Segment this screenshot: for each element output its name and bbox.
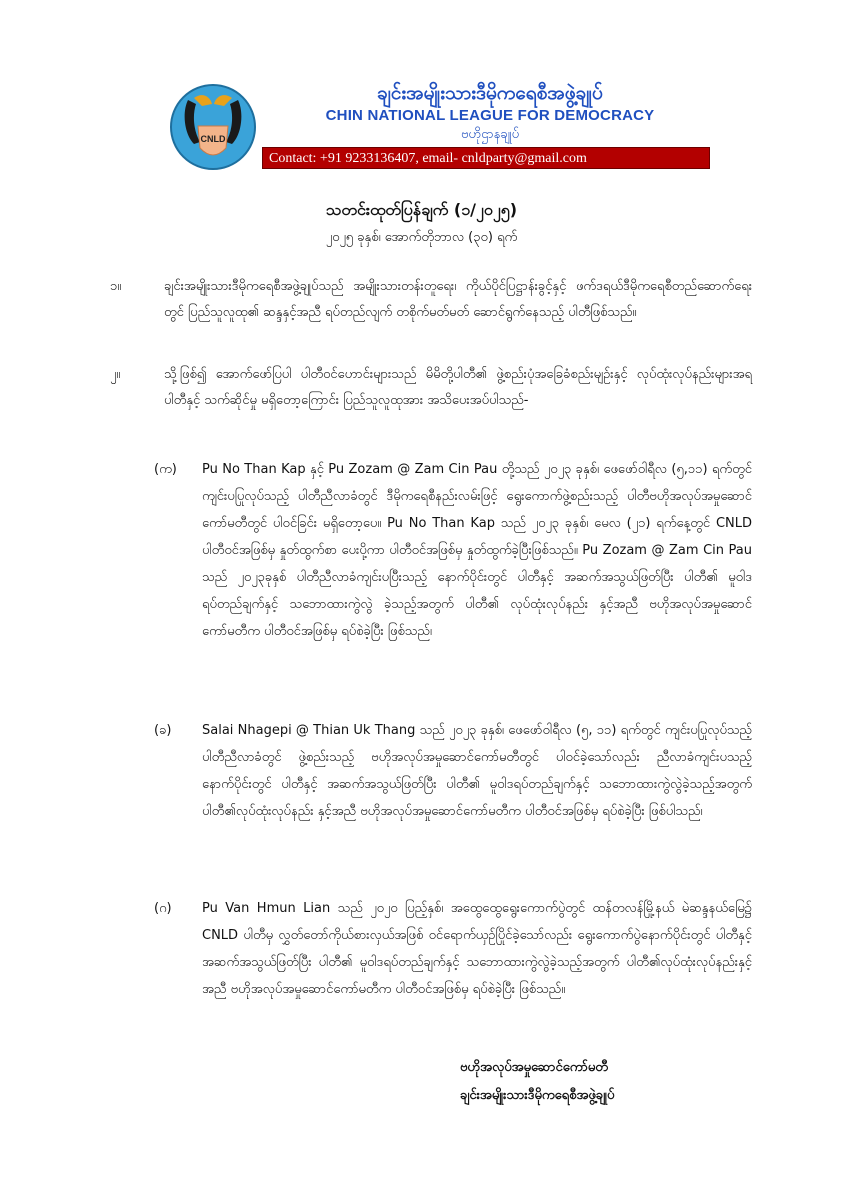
list-item-text: Pu No Than Kap နှင့် Pu Zozam @ Zam Cin Pau တို့သည် ၂၀၂၃ ခုနှစ်၊ ဖေဖော်ဝါရီလ (၅,၁၁) ရက်တွင် ကျင်းပပြုလုပ်သည့် ပါတီညီလာခံတွင် ဒီမိုကရေစီနည်းလမ်းဖြင့် ရွေးကောက်ဖွဲ့စည်းသည့် ပါတီဗဟိုအလုပ်အမှုဆောင်ကော်မတီတွင် ပါဝင်ခြင်း မရှိတော့ပေ။ Pu No Than Kap သည် ၂၀၂၃ ခုနှစ်၊ မေလ (၂၁) ရက်နေ့တွင် CNLD ပါတီဝင်အဖြစ်မှ နှုတ်ထွက်စာ ပေးပို့ကာ ပါတီဝင်အဖြစ်မှ နှုတ်ထွက်ခဲ့ပြီးဖြစ်သည်။ Pu Zozam @ Zam Cin Pau သည် ၂၀၂၃ခုနှစ် ပါတီညီလာခံကျင်းပပြီးသည့် နောက်ပိုင်းတွင် ပါတီနှင့် အဆက်အသွယ်ဖြတ်ပြီး ပါတီ၏ မူဝါဒရပ်တည်ချက်နှင့် သဘောထားကွဲလွဲ ခဲ့သည့်အတွက် ပါတီ၏ လုပ်ထုံးလုပ်နည်း နှင့်အညီ ဗဟိုအလုပ်အမှုဆောင်ကော်မတီက ပါတီဝင်အဖြစ်မှ ရပ်စဲခဲ့ပြီး ဖြစ်သည်၊ (202, 462, 752, 639)
paragraph-2 (112, 362, 752, 414)
org-title-block (260, 80, 720, 144)
list-item (150, 717, 752, 825)
signature-committee: ဗဟိုအလုပ်အမှုဆောင်ကော်မတီ (460, 1060, 608, 1075)
list-item (150, 895, 752, 1003)
paragraph-1 (112, 274, 752, 326)
org-name-myanmar: ချင်းအမျိုးသားဒီမိုကရေစီအဖွဲ့ချုပ် (377, 82, 603, 104)
org-name-english: CHIN NATIONAL LEAGUE FOR DEMOCRACY (325, 107, 655, 124)
signature-organization: ချင်းအမျိုးသားဒီမိုကရေစီအဖွဲ့ချုပ် (460, 1088, 615, 1103)
paragraph-text: ချင်းအမျိုးသားဒီမိုကရေစီအဖွဲ့ချုပ်သည် အမျိုးသားတန်းတူရေး၊ ကိုယ်ပိုင်ပြဋ္ဌာန်းခွင့်နှင့် ဖက်ဒရယ်ဒီမိုကရေစီတည်ဆောက်ရေးတွင် ပြည်သူလူထု၏ ဆန္ဒနှင့်အညီ ရပ်တည်လျက် တစိုက်မတ်မတ် ဆောင်ရွက်နေသည့် ပါတီဖြစ်သည်။ (164, 279, 752, 320)
list-item-text: Pu Van Hmun Lian သည် ၂၀၂၀ ပြည့်နှစ်၊ အထွေထွေရွေးကောက်ပွဲတွင် ထန်တလန်မြို့နယ် မဲဆန္ဒနယ်မြေ၌ CNLD ပါတီမှ လွှတ်တော်ကိုယ်စားလှယ်အဖြစ် ဝင်ရောက်ယှဉ်ပြိုင်ခဲ့သော်လည်း ရွေးကောက်ပွဲနောက်ပိုင်းတွင် ပါတီနှင့် အဆက်အသွယ်ဖြတ်ပြီး ပါတီ၏ မူဝါဒရပ်တည်ချက်နှင့် သဘောထားကွဲလွဲခဲ့သည့်အတွက် ပါတီ၏လုပ်ထုံးလုပ်နည်းနှင့်အညီ ဗဟိုအလုပ်အမှုဆောင်ကော်မတီက ပါတီဝင်အဖြစ်မှ ရပ်စဲခဲ့ပြီး ဖြစ်သည်။ (202, 901, 752, 997)
document-title: သတင်းထုတ်ပြန်ချက် (၁/၂၀၂၅) (325, 200, 518, 219)
cnld-logo (168, 82, 258, 172)
list-item-marker: (ဂ) (154, 901, 172, 916)
list-item (150, 456, 752, 645)
list-item-marker: (က) (154, 462, 177, 477)
list-item-text: Salai Nhagepi @ Thian Uk Thang သည် ၂၀၂၃ ခုနှစ်၊ ဖေဖော်ဝါရီလ (၅, ၁၁) ရက်တွင် ကျင်းပပြုလုပ်သည့် ပါတီညီလာခံတွင် ဖွဲ့စည်းသည့် ဗဟိုအလုပ်အမှုဆောင်ကော်မတီတွင် ပါဝင်ခဲ့သော်လည်း ညီလာခံကျင်းပသည့် နောက်ပိုင်းတွင် ပါတီနှင့် အဆက်အသွယ်ဖြတ်ပြီး ပါတီ၏ မူဝါဒရပ်တည်ချက်နှင့် သဘောထားကွဲလွဲခဲ့သည့်အတွက် ပါတီ၏လုပ်ထုံးလုပ်နည်း နှင့်အညီ ဗဟိုအလုပ်အမှုဆောင်ကော်မတီက ပါတီဝင်အဖြစ်မှ ရပ်စဲခဲ့ပြီး ဖြစ်ပါသည်၊ (202, 723, 752, 819)
logo-text: CNLD (200, 134, 226, 144)
contact-bar: Contact: +91 9233136407, email- cnldparty@gmail.com (262, 147, 710, 169)
paragraph-number: ၁။ (110, 279, 122, 294)
document-date: ၂၀၂၅ ခုနှစ်၊ အောက်တိုဘာလ (၃၀) ရက် (325, 230, 518, 245)
list-item-marker: (ခ) (154, 723, 172, 738)
paragraph-number: ၂။ (110, 367, 121, 382)
paragraph-text: သို့ဖြစ်၍ အောက်ဖော်ပြပါ ပါတီဝင်ဟောင်းများသည် မိမိတို့ပါတီ၏ ဖွဲ့စည်းပုံအခြေခံစည်းမျဉ်းနှင့် လုပ်ထုံးလုပ်နည်းများအရ ပါတီနှင့် သက်ဆိုင်မှု မရှိတော့ကြောင်း ပြည်သူလူထုအား အသိပေးအပ်ပါသည်- (164, 367, 752, 408)
signature-block (460, 1054, 760, 1110)
org-headquarters: ဗဟိုဌာနချုပ် (460, 127, 520, 142)
